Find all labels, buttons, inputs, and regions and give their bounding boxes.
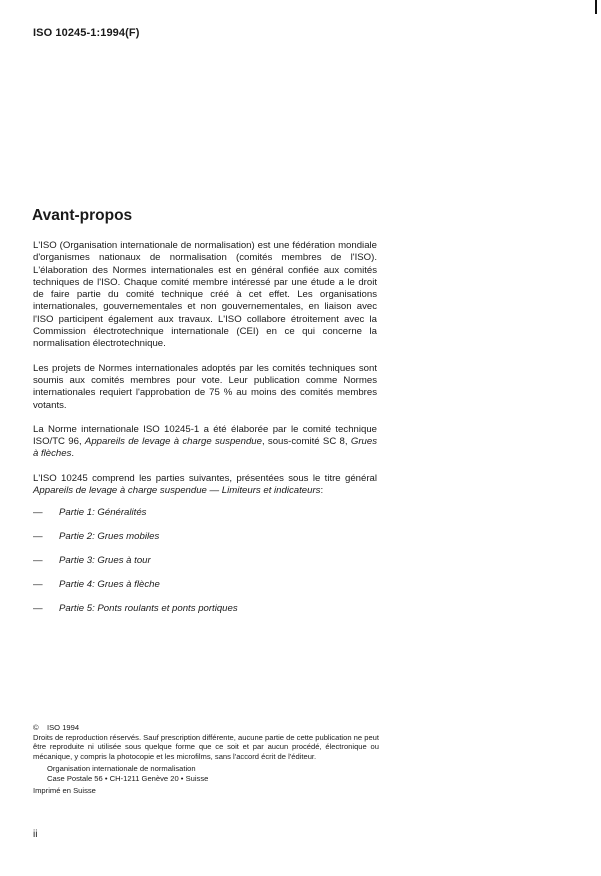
paragraph-iso-intro: L'ISO (Organisation internationale de normalisation) est une fédération mondiale d'organismes nationaux de normalisation (comités membres de l'ISO). L'élaboration des Normes internationales est en général confiée aux comités techniques de l'ISO. Chaque comité membre intéressé par une étude a le droit de faire partie du comité technique créé à cet effet. Les organisations internationales, gouvernementales et non gouvernementales, en liaison avec l'ISO participent également aux travaux. L'ISO collabore étroitement avec la Commission électrotechnique internationale (CEI) en ce qui concerne la normalisation électrotechnique. — [33, 240, 377, 350]
paragraph-committee — [33, 424, 377, 461]
committee-text-2: , sous-comité SC 8, — [261, 436, 351, 448]
committee-text-1: La Norme internationale ISO 10245-1 a été élaborée par le comité technique ISO/TC 96, — [33, 423, 377, 448]
publisher-postal: Case Postale 56 • CH-1211 Genève 20 • Suisse — [47, 773, 209, 783]
copyright-line — [33, 723, 379, 733]
committee-text-3: . — [71, 448, 75, 460]
list-dash: — — [33, 531, 43, 543]
page-edge-mark — [595, 0, 597, 14]
parts-list — [33, 507, 377, 614]
copyright-icon: © — [33, 723, 39, 732]
paragraph-drafts: Les projets de Normes internationales adoptés par les comités techniques sont soumis aux comités membres pour vote. Leur publication comme Normes internationales requiert l'approbation de 75 % au moins des comités membres votants. — [33, 362, 377, 411]
part-label: Partie 1: Généralités — [59, 507, 147, 519]
part-label: Partie 2: Grues mobiles — [59, 531, 160, 543]
part-label: Partie 4: Grues à flèche — [59, 578, 160, 590]
copyright-year: ISO 1994 — [47, 723, 80, 732]
part-label: Partie 5: Ponts roulants et ponts portiques — [59, 602, 238, 614]
list-item — [33, 555, 377, 567]
parts-intro-colon: : — [320, 485, 324, 497]
publisher-org: Organisation internationale de normalisation — [47, 763, 196, 773]
subcommittee-title: Grues à flèches — [33, 436, 377, 460]
general-title: Appareils de levage à charge suspendue — Limiteurs et indicateurs — [33, 485, 321, 497]
paragraph-parts-intro — [33, 473, 377, 498]
publisher-address — [47, 764, 379, 783]
list-dash: — — [33, 554, 43, 566]
page-number: ii — [33, 829, 38, 840]
list-dash: — — [33, 507, 43, 519]
list-dash: — — [33, 602, 43, 614]
list-item — [33, 531, 377, 543]
foreword-body — [33, 240, 377, 626]
part-label: Partie 3: Grues à tour — [59, 554, 151, 566]
list-item — [33, 507, 377, 519]
standard-reference: ISO 10245-1:1994(F) — [33, 27, 140, 39]
section-title: Avant-propos — [32, 207, 133, 224]
parts-intro-text: L'ISO 10245 comprend les parties suivantes, présentées sous le titre général — [33, 472, 377, 484]
printed-in: Imprimé en Suisse — [33, 786, 96, 796]
list-dash: — — [33, 578, 43, 590]
copyright-notice — [33, 723, 379, 796]
copyright-text: Droits de reproduction réservés. Sauf prescription différente, aucune partie de cette publication ne peut être reproduite ni utilisée sous quelque forme que ce soit et par aucun procédé, électronique ou mécanique, y compris la photocopie et les microfilms, sans l'accord écrit de l'éditeur. — [33, 732, 380, 762]
list-item — [33, 603, 377, 615]
list-item — [33, 579, 377, 591]
committee-title: Appareils de levage à charge suspendue — [84, 436, 262, 448]
